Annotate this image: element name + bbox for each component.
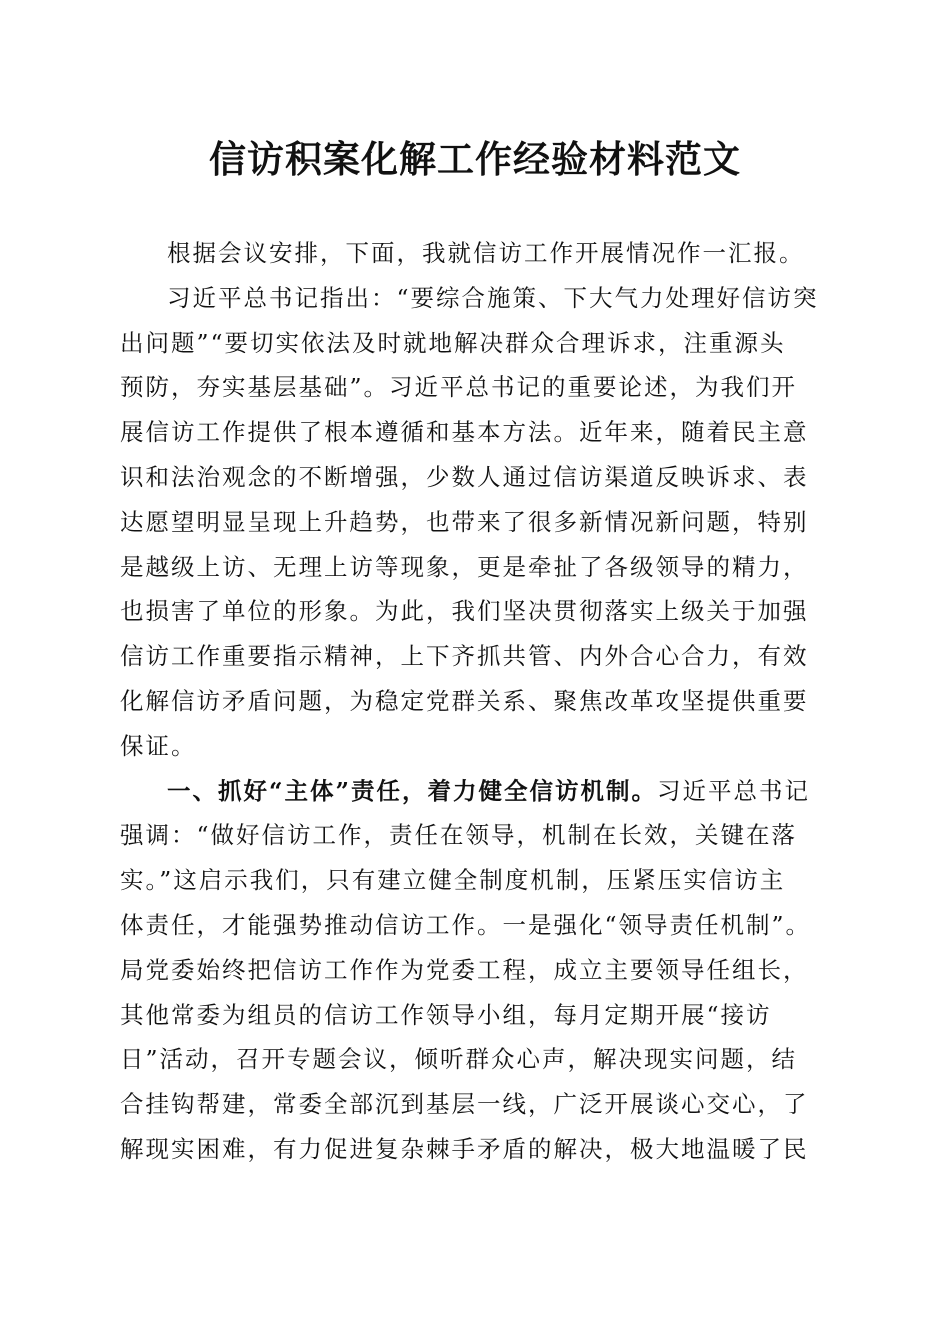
section-heading: 一、抓好“主体”责任，着力健全信访机制。 <box>167 776 658 805</box>
text-line <box>120 769 830 814</box>
text-line: 体责任，才能强势推动信访工作。一是强化“领导责任机制”。 <box>120 910 812 939</box>
text-line: 习近平总书记指出：“要综合施策、下大气力处理好信访突 <box>167 283 819 312</box>
text-line: 也损害了单位的形象。为此，我们坚决贯彻落实上级关于加强 <box>120 597 809 626</box>
text-line: 根据会议安排，下面，我就信访工作开展情况作一汇报。 <box>167 239 805 267</box>
text-line: 局党委始终把信访工作作为党委工程，成立主要领导任组长， <box>120 955 809 984</box>
text-line: 日”活动，召开专题会议，倾听群众心声，解决现实问题，结 <box>120 1045 798 1074</box>
paragraph-section-one <box>120 769 830 1172</box>
text-line: 达愿望明显呈现上升趋势，也带来了很多新情况新问题，特别 <box>120 507 809 536</box>
text-line: 识和法治观念的不断增强，少数人通过信访渠道反映诉求、表 <box>120 462 809 491</box>
text-line: 解现实困难，有力促进复杂棘手矛盾的解决，极大地温暖了民 <box>120 1134 809 1163</box>
paragraph-quote <box>120 276 830 769</box>
text-line: 实。”这启示我们，只有建立健全制度机制，压紧压实信访主 <box>120 866 786 895</box>
text-line: 是越级上访、无理上访等现象，更是牵扯了各级领导的精力， <box>120 552 809 581</box>
text-line: 信访工作重要指示精神，上下齐抓共管、内外合心合力，有效 <box>120 642 809 671</box>
text-line: 展信访工作提供了根本遵循和基本方法。近年来，随着民主意 <box>120 418 809 447</box>
document-title: 信访积案化解工作经验材料范文 <box>209 137 741 181</box>
text-line: 保证。 <box>120 731 197 760</box>
text-line: 其他常委为组员的信访工作领导小组，每月定期开展“接访 <box>120 1000 772 1029</box>
text-line: 预防，夯实基层基础”。习近平总书记的重要论述，为我们开 <box>120 373 798 402</box>
paragraph-intro <box>120 231 830 276</box>
text-line: 化解信访矛盾问题，为稳定党群关系、聚焦改革攻坚提供重要 <box>120 686 809 715</box>
text-line: 强调：“做好信访工作，责任在领导，机制在长效，关键在落 <box>120 821 798 850</box>
text-line: 出问题”“要切实依法及时就地解决群众合理诉求，注重源头 <box>120 328 786 357</box>
heading-continuation: 习近平总书记 <box>657 776 811 805</box>
text-line: 合挂钩帮建，常委全部沉到基层一线，广泛开展谈心交心，了 <box>120 1090 809 1119</box>
document-body <box>120 231 830 1172</box>
